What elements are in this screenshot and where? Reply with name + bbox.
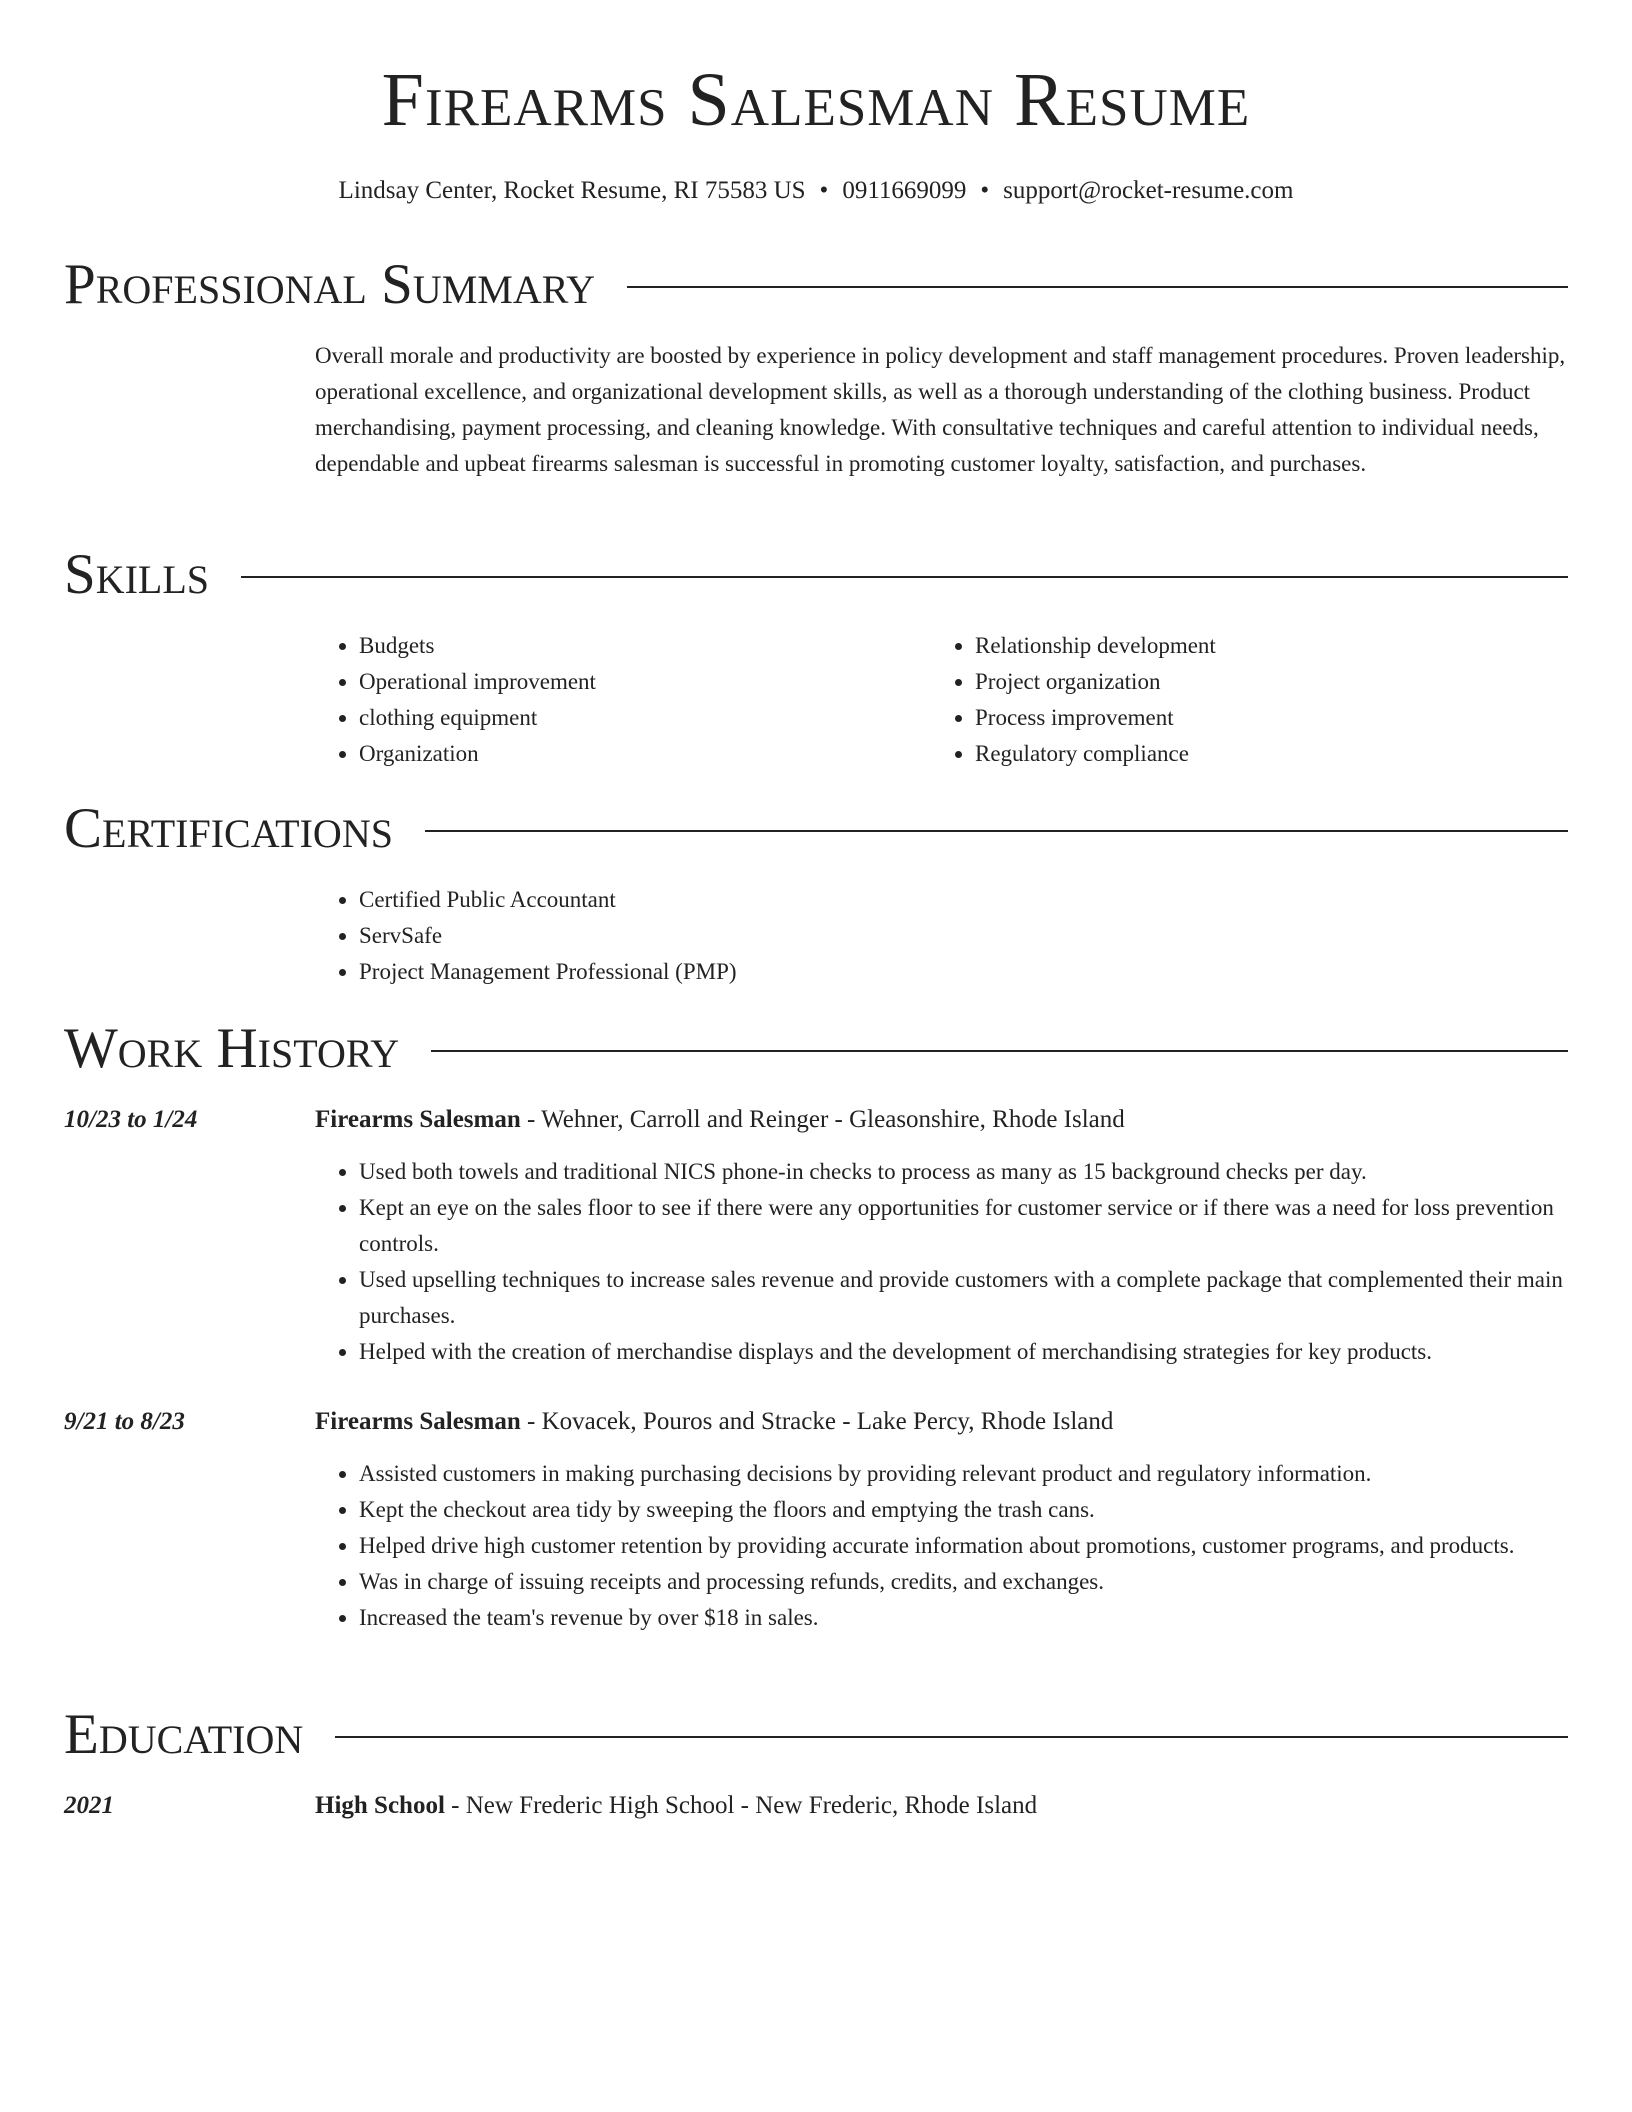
job-employer-location: - Kovacek, Pouros and Stracke - Lake Percy, Rhode Island (520, 1408, 1114, 1435)
work-bullet: • Kept the checkout area tidy by sweeping the floors and emptying the trash cans. (359, 1492, 1570, 1528)
contact-phone: 0911669099 (842, 177, 967, 204)
section-divider (431, 1050, 1568, 1052)
contact-address: Lindsay Center, Rocket Resume, RI 75583 US (338, 177, 806, 204)
work-bullet-list (315, 1154, 1570, 1370)
job-employer-location: - Wehner, Carroll and Reinger - Gleasonshire, Rhode Island (520, 1106, 1125, 1133)
skills-column-left (315, 628, 915, 772)
skill-item: • Regulatory compliance (975, 736, 1531, 772)
certification-item: • Project Management Professional (PMP) (359, 954, 1570, 990)
job-title: Firearms Salesman (315, 1106, 521, 1133)
work-bullet: • Kept an eye on the sales floor to see if there were any opportunities for customer service or if there was a need for loss prevention controls. (359, 1190, 1570, 1262)
certification-item: • Certified Public Accountant (359, 882, 1570, 918)
section-title-work-history: Work History (64, 1017, 400, 1080)
section-header-summary (64, 253, 1568, 316)
skill-item: • clothing equipment (359, 700, 915, 736)
contact-line (0, 176, 1632, 206)
section-header-skills (64, 543, 1568, 606)
skill-item: • Organization (359, 736, 915, 772)
work-heading (315, 1406, 1113, 1438)
work-bullets (315, 1456, 1570, 1636)
section-header-work-history (64, 1017, 1568, 1080)
work-dates: 10/23 to 1/24 (64, 1106, 198, 1133)
work-bullet: • Used both towels and traditional NICS phone-in checks to process as many as 15 background checks per day. (359, 1154, 1570, 1190)
contact-email: support@rocket-resume.com (1003, 177, 1294, 204)
skill-item: • Operational improvement (359, 664, 915, 700)
certifications-list (315, 882, 1570, 990)
section-divider (627, 286, 1568, 288)
section-title-skills: Skills (64, 543, 210, 606)
work-bullet-list (315, 1456, 1570, 1636)
certifications-block (315, 882, 1570, 990)
contact-separator: • (819, 177, 829, 204)
section-title-summary: Professional Summary (64, 253, 596, 316)
work-bullet: • Increased the team's revenue by over $18 in sales. (359, 1600, 1570, 1636)
section-title-education: Education (64, 1703, 304, 1766)
work-bullet: • Used upselling techniques to increase sales revenue and provide customers with a complete package that complemented their main purchases. (359, 1262, 1570, 1334)
work-dates: 9/21 to 8/23 (64, 1408, 185, 1435)
work-bullet: • Was in charge of issuing receipts and processing refunds, credits, and exchanges. (359, 1564, 1570, 1600)
section-divider (241, 576, 1568, 578)
summary-text: Overall morale and productivity are boosted by experience in policy development and staff management procedures. Proven leadership, operational excellence, and organizational development skills, as well as a thorough understanding of the clothing business. Product merchandising, payment processing, and cleaning knowledge. With consultative techniques and careful attention to individual needs, dependable and upbeat firearms salesman is successful in promoting customer loyalty, satisfaction, and purchases. (315, 343, 1566, 476)
education-degree: High School (315, 1792, 445, 1819)
skill-item: • Budgets (359, 628, 915, 664)
certification-item: • ServSafe (359, 918, 1570, 954)
work-bullet: • Helped with the creation of merchandise displays and the development of merchandising strategies for key products. (359, 1334, 1570, 1370)
skill-item: • Project organization (975, 664, 1531, 700)
section-header-certifications (64, 797, 1568, 860)
section-divider (425, 830, 1568, 832)
work-heading (315, 1104, 1125, 1136)
section-divider (335, 1736, 1568, 1738)
skills-column-right (931, 628, 1531, 772)
contact-separator: • (980, 177, 990, 204)
work-bullets (315, 1154, 1570, 1370)
work-bullet: • Helped drive high customer retention by providing accurate information about promotions, customer programs, and products. (359, 1528, 1570, 1564)
skill-item: • Process improvement (975, 700, 1531, 736)
resume-title: Firearms Salesman Resume (381, 58, 1251, 142)
skills-list-right (931, 628, 1531, 772)
education-school-location: - New Frederic High School - New Frederic, Rhode Island (444, 1792, 1038, 1819)
section-header-education (64, 1703, 1568, 1766)
job-title: Firearms Salesman (315, 1408, 521, 1435)
skills-list-left (315, 628, 915, 772)
work-bullet: • Assisted customers in making purchasing decisions by providing relevant product and regulatory information. (359, 1456, 1570, 1492)
section-title-certifications: Certifications (64, 797, 393, 860)
education-year: 2021 (64, 1792, 114, 1819)
education-heading (315, 1790, 1037, 1822)
skill-item: • Relationship development (975, 628, 1531, 664)
